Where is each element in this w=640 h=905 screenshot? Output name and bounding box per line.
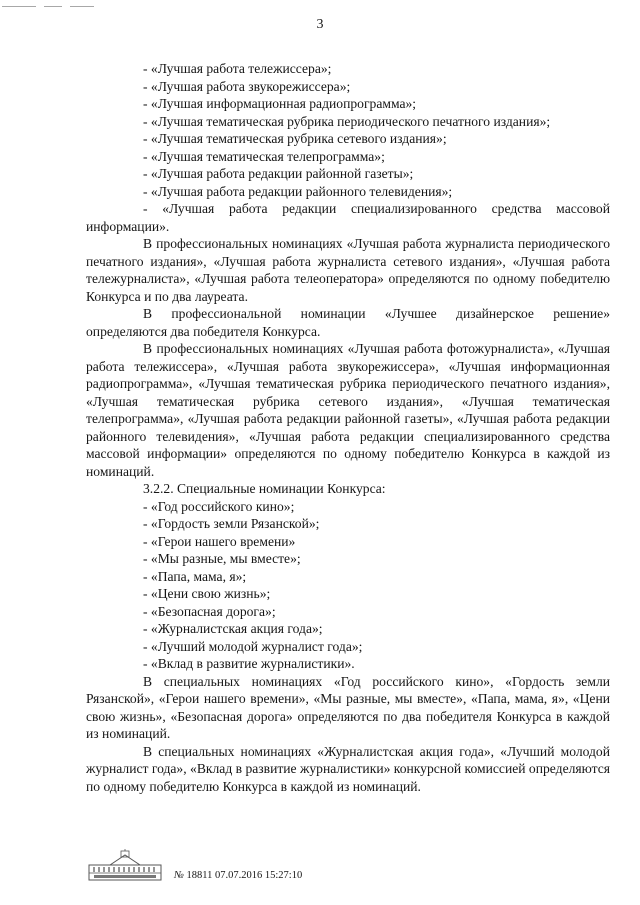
list-item: - «Лучшая тематическая телепрограмма»; <box>143 148 385 164</box>
list-item: - «Цени свою жизнь»; <box>143 586 271 601</box>
paragraph: В профессиональной номинации «Лучшее дизайнерское решение» определяются два победителя Конкурса. <box>86 306 610 339</box>
list-item: - «Лучшая информационная радиопрограмма»; <box>143 96 417 111</box>
list-item: - «Вклад в развитие журналистики». <box>143 656 355 671</box>
document-body <box>86 60 610 795</box>
section-heading: 3.2.2. Специальные номинации Конкурса: <box>143 481 386 496</box>
list-item: - «Лучшая тематическая рубрика периодического печатного издания»; <box>143 113 551 129</box>
list-item: - «Папа, мама, я»; <box>143 568 247 584</box>
list-item: - «Лучшая работа редакции районного телевидения»; <box>143 183 453 199</box>
scan-artifact <box>2 6 36 7</box>
list-item: - «Год российского кино»; <box>143 498 295 514</box>
registration-number <box>174 870 302 881</box>
list-item: - «Лучшая работа редакции районной газеты»; <box>143 166 414 181</box>
list-item: - «Лучшая тематическая рубрика сетевого издания»; <box>143 131 447 146</box>
list-item: - «Герои нашего времени» <box>143 533 296 549</box>
scan-artifact <box>70 6 94 7</box>
paragraph: В профессиональных номинациях «Лучшая работа журналиста периодического печатного издания», «Лучшая работа журналиста сетевого издания», «Лучшая работа тележурналиста», «Лучшая работа телеоператора» определяются по одному победителю Конкурса и по два лауреата. <box>86 236 610 304</box>
list-item: - «Лучшая работа звукорежиссера»; <box>143 78 351 94</box>
paragraph: В профессиональных номинациях «Лучшая работа фотожурналиста», «Лучшая работа тележиссера», «Лучшая работа звукорежиссера», «Лучшая информационная радиопрограмма», «Лучшая тематическая рубрика периодического печатного издания», «Лучшая тематическая рубрика сетевого издания», «Лучшая тематическая телепрограмма», «Лучшая работа редакции районной газеты», «Лучшая работа редакции районного телевидения», «Лучшая работа редакции специализированного средства массовой информации» определяются по одному победителю Конкурса в каждой из номинаций. <box>86 341 610 479</box>
number-sign: № <box>174 870 184 881</box>
registration-footer <box>88 849 388 889</box>
list-item: - «Лучшая работа тележиссера»; <box>143 61 332 76</box>
registration-text: 18811 07.07.2016 15:27:10 <box>186 870 303 881</box>
scan-artifact <box>44 6 62 7</box>
page-number: 3 <box>316 17 324 32</box>
list-item: - «Гордость земли Рязанской»; <box>143 516 320 531</box>
list-item: - «Безопасная дорога»; <box>143 603 276 619</box>
list-item: - «Мы разные, мы вместе»; <box>143 551 301 566</box>
paragraph: В специальных номинациях «Год российского кино», «Гордость земли Рязанской», «Герои нашего времени», «Мы разные, мы вместе», «Папа, мама, я», «Цени свою жизнь», «Безопасная дорога» определяются по два победителя Конкурса в каждой из номинаций. <box>86 673 610 741</box>
list-item: - «Лучшая работа редакции специализированного средства массовой информации». <box>86 201 610 234</box>
list-item: - «Лучший молодой журналист года»; <box>143 638 363 654</box>
list-item: - «Журналистская акция года»; <box>143 621 323 636</box>
paragraph: В специальных номинациях «Журналистская акция года», «Лучший молодой журналист года», «Вклад в развитие журналистики» конкурсной комиссией определяются по одному победителю Конкурса в каждой из номинаций. <box>86 743 611 794</box>
building-stamp-icon <box>88 849 162 883</box>
